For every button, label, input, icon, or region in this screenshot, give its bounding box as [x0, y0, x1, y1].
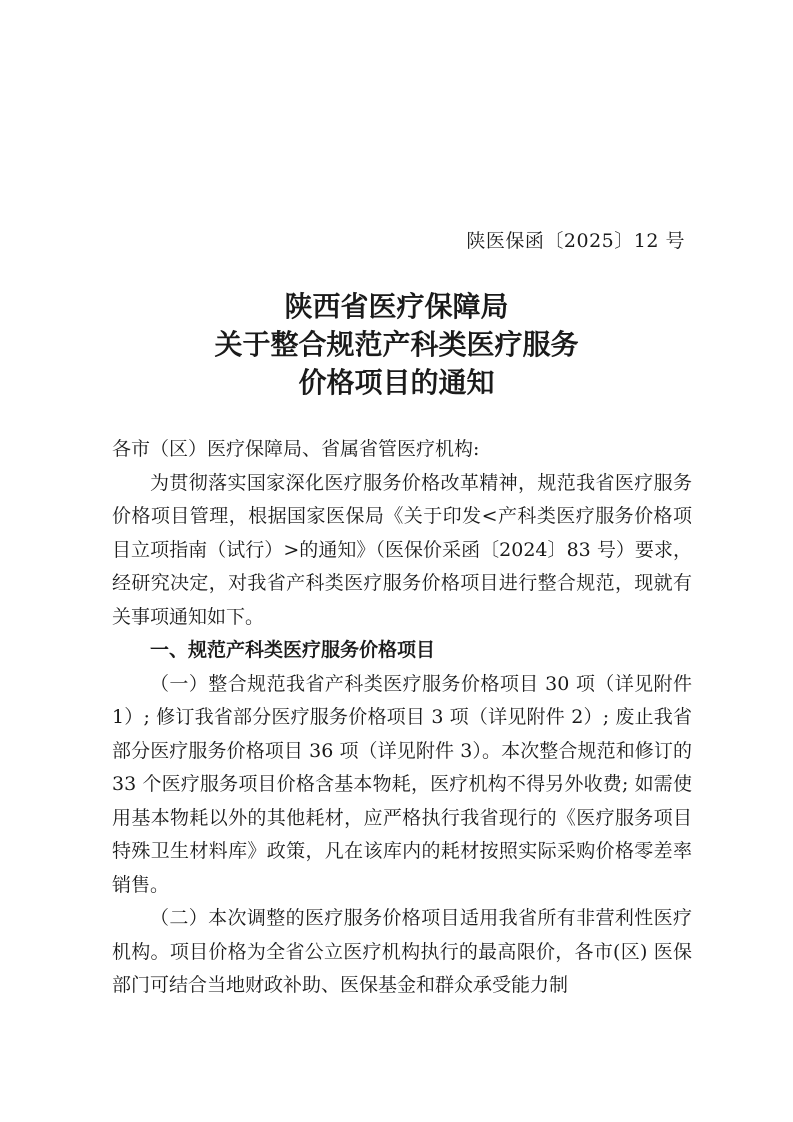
item-paragraph-1: （一）整合规范我省产科类医疗服务价格项目 30 项（详见附件 1）; 修订我省部分医疗服务价格项目 3 项（详见附件 2）; 废止我省部分医疗服务价格项目 36 项（详见附件 3）。本次整合规范和修订的 33 个医疗服务项目价格含基本物耗，医疗机构不得另外收费; 如需使用基本物耗以外的其他耗材，应严格执行我省现行的《医疗服务项目特殊卫生材料库》政策，凡在该库内的耗材按照实际采购价格零差率销售。 — [112, 672, 692, 896]
document-body — [112, 433, 692, 1003]
addressee: 各市（区）医疗保障局、省属省管医疗机构: — [112, 438, 480, 460]
intro-paragraph: 为贯彻落实国家深化医疗服务价格改革精神，规范我省医疗服务价格项目管理，根据国家医保局《关于印发<产科类医疗服务价格项目立项指南（试行）>的通知》（医保价采函〔2024〕83 号）要求，经研究决定，对我省产科类医疗服务价格项目进行整合规范，现就有关事项通知如下。 — [112, 471, 692, 628]
document-title — [0, 288, 793, 402]
document-number: 陕医保函〔2025〕12 号 — [466, 230, 685, 252]
title-line-2: 关于整合规范产科类医疗服务 — [214, 328, 579, 361]
item-paragraph-2: （二）本次调整的医疗服务价格项目适用我省所有非营利性医疗机构。项目价格为全省公立医疗机构执行的最高限价，各市(区) 医保部门可结合当地财政补助、医保基金和群众承受能力制 — [112, 907, 692, 996]
section-heading: 一、规范产科类医疗服务价格项目 — [150, 639, 436, 661]
title-line-1: 陕西省医疗保障局 — [284, 290, 509, 323]
title-line-3: 价格项目的通知 — [298, 366, 495, 399]
